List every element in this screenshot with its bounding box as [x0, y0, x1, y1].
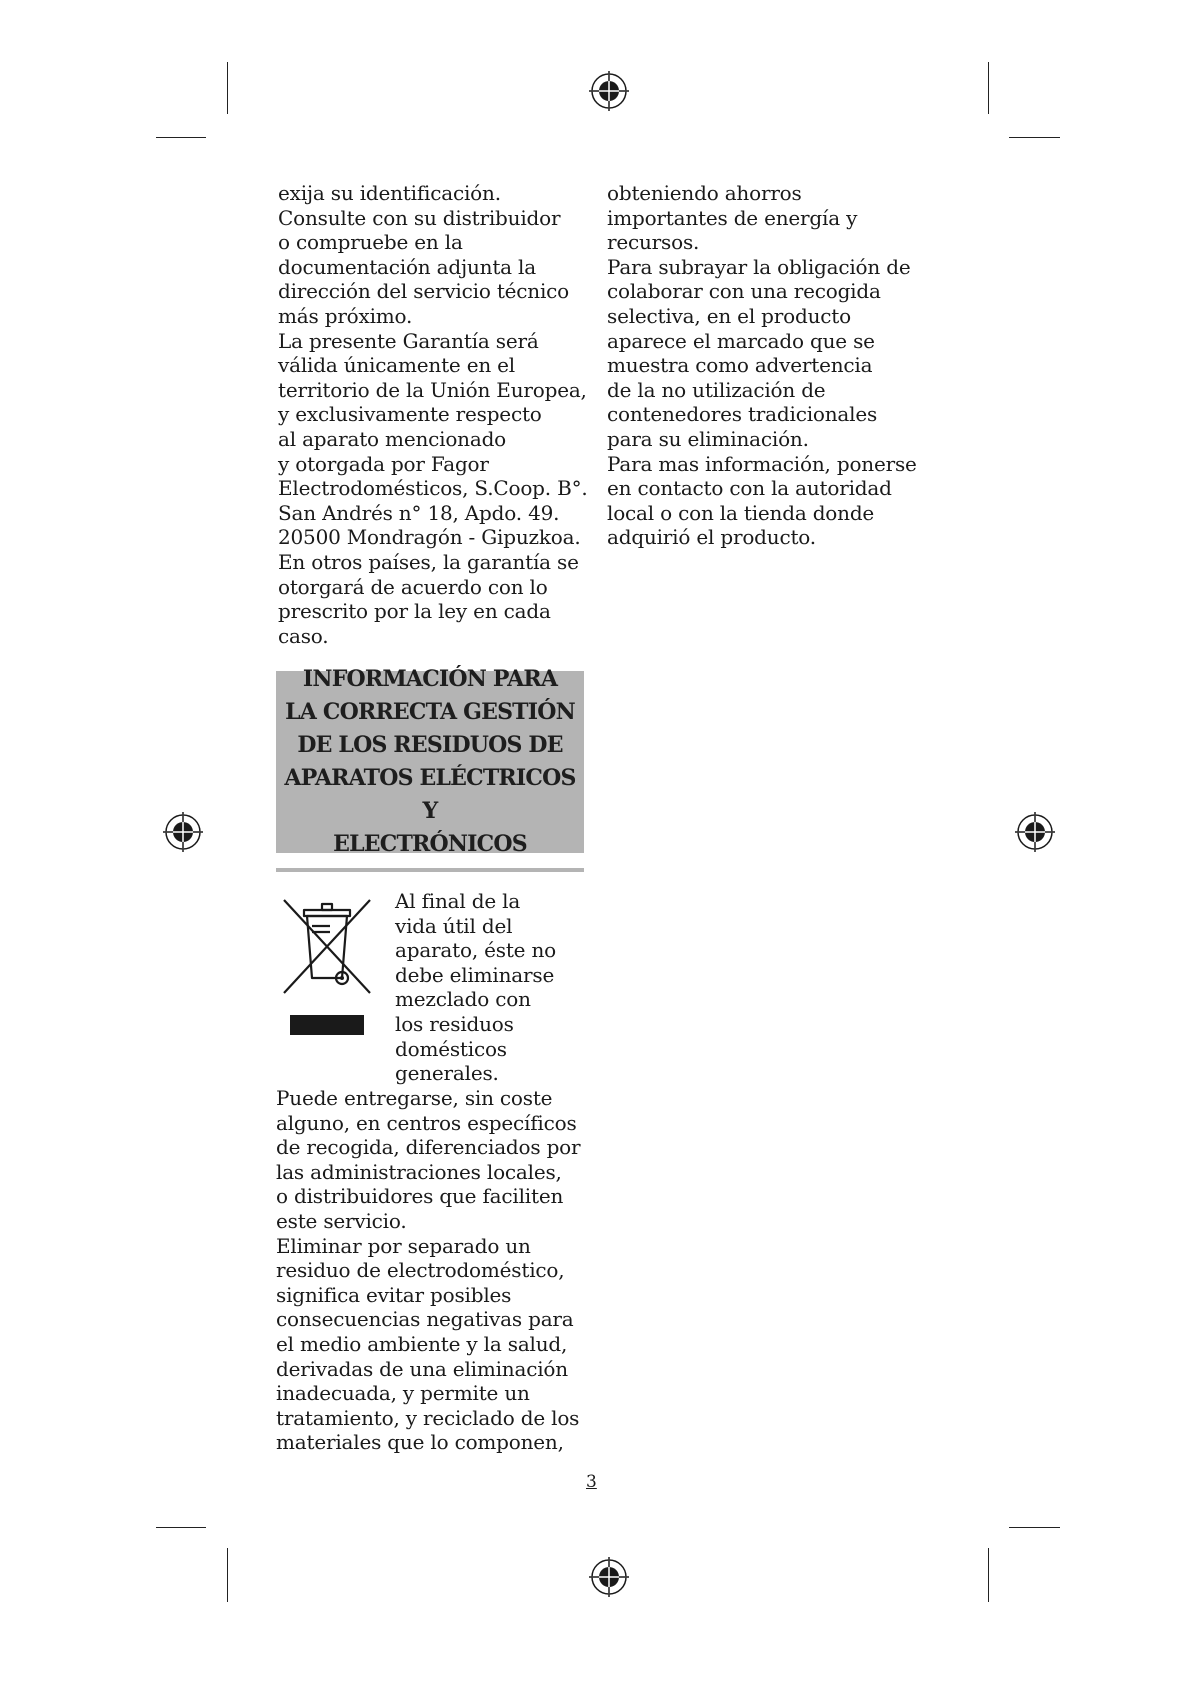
crop-mark — [156, 1527, 206, 1528]
registration-mark-icon — [588, 1556, 630, 1598]
section-heading-box — [276, 666, 584, 857]
left-column-top-text: exija su identificación. Consulte con su distribuidor o compruebe en la documentación adjunta la dirección del servicio técnico más próximo. La presente Garantía será válida únicamente en el territorio de la Unión Europea, y exclusivamente respecto al aparato mencionado y otorgada por Fagor Electrodomésticos, S.Coop. B°. San Andrés n° 18, Apdo. 49. 20500 Mondragón - Gipuzkoa. En otros países, la garantía se otorgará de acuerdo con lo prescrito por la ley en cada caso. — [278, 181, 588, 648]
right-column-text: obteniendo ahorros importantes de energía y recursos. Para subrayar la obligación de colaborar con una recogida selectiva, en el producto aparece el marcado que se muestra como advertencia de la no utilización de contenedores tradicionales para su eliminación. Para mas información, ponerse en contacto con la autoridad local o con la tienda donde adquirió el producto. — [607, 181, 917, 550]
registration-mark-icon — [588, 70, 630, 112]
crop-mark — [227, 1548, 228, 1602]
crop-mark — [988, 62, 989, 114]
heading-divider — [276, 868, 584, 872]
crop-mark — [156, 137, 206, 138]
crop-mark — [988, 1548, 989, 1602]
section-heading: INFORMACIÓN PARA LA CORRECTA GESTIÓN DE LOS RESIDUOS DE APARATOS ELÉCTRICOS Y ELECTRÓNICOS — [284, 666, 576, 857]
crossed-out-wheelie-bin-icon — [282, 893, 372, 1035]
crop-mark — [227, 62, 228, 114]
page-number: 3 — [586, 1472, 597, 1492]
registration-mark-icon — [162, 811, 204, 853]
registration-mark-icon — [1014, 811, 1056, 853]
crop-mark — [1009, 1527, 1060, 1528]
crop-mark — [1009, 137, 1060, 138]
left-column-bottom-text: Puede entregarse, sin coste alguno, en centros específicos de recogida, diferenciados por las administraciones locales, o distribuidores que faciliten este servicio. Eliminar por separado un residuo de electrodoméstico, significa evitar posibles consecuencias negativas para el medio ambiente y la salud, derivadas de una eliminación inadecuada, y permite un tratamiento, y reciclado de los materiales que lo componen, — [276, 1086, 581, 1455]
weee-intro-text: Al final de la vida útil del aparato, éste no debe eliminarse mezclado con los residuos domésticos generales. — [395, 889, 556, 1086]
